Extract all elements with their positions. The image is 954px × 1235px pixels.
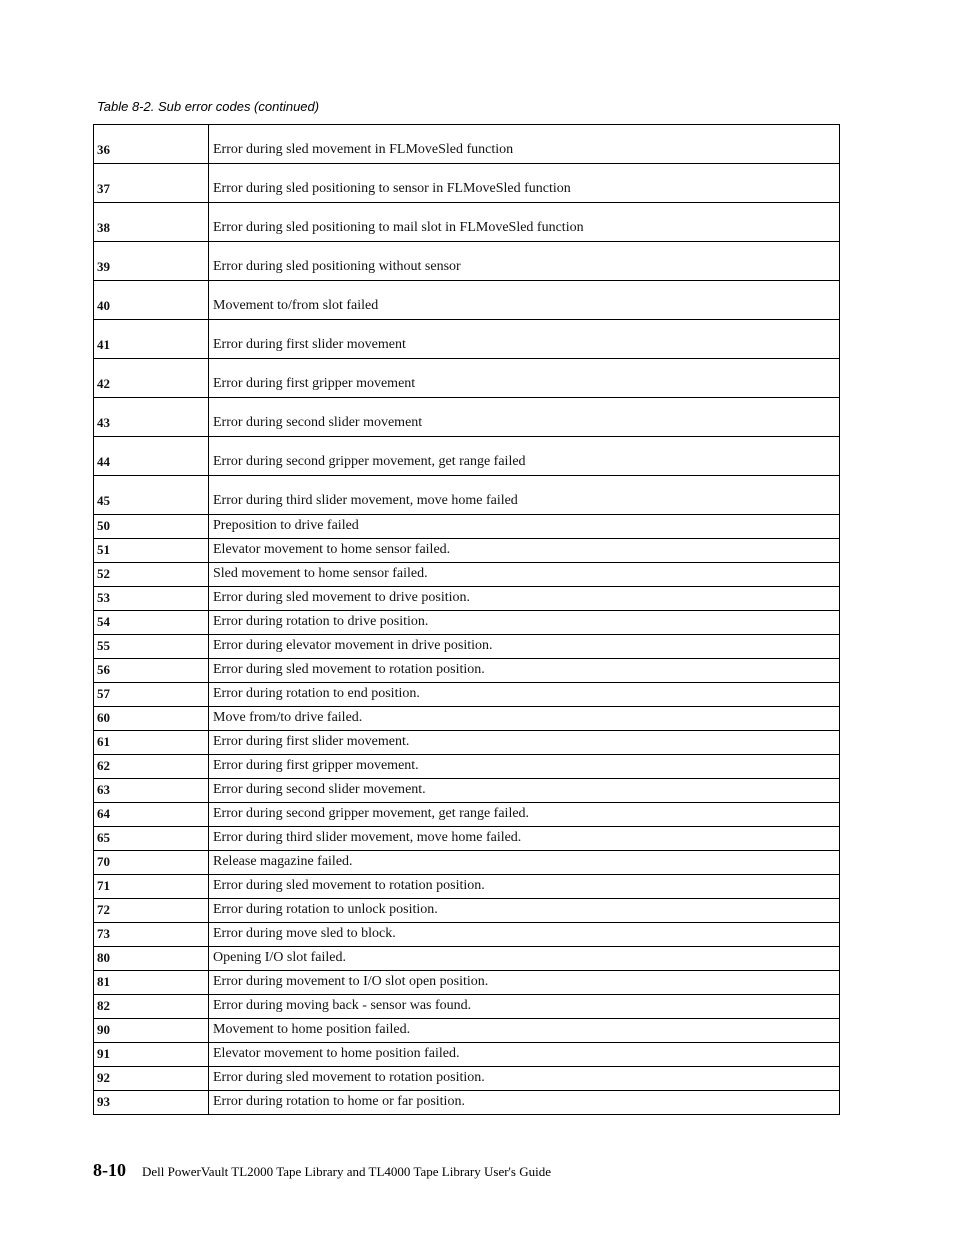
error-code-cell: 61 — [94, 731, 209, 755]
error-description-cell: Error during rotation to end position. — [209, 683, 840, 707]
error-description-cell: Movement to home position failed. — [209, 1019, 840, 1043]
error-description-cell: Error during elevator movement in drive position. — [209, 635, 840, 659]
error-description-cell: Error during sled positioning without sensor — [209, 242, 840, 281]
error-description-cell: Error during move sled to block. — [209, 923, 840, 947]
error-description-cell: Opening I/O slot failed. — [209, 947, 840, 971]
table-caption: Table 8-2. Sub error codes (continued) — [97, 99, 320, 114]
error-code-cell: 90 — [94, 1019, 209, 1043]
error-code-cell: 63 — [94, 779, 209, 803]
error-description-cell: Error during first slider movement — [209, 320, 840, 359]
error-code-cell: 65 — [94, 827, 209, 851]
table-row — [94, 164, 840, 203]
error-code-cell: 39 — [94, 242, 209, 281]
error-description-cell: Error during sled movement to drive position. — [209, 587, 840, 611]
error-code-cell: 80 — [94, 947, 209, 971]
table-row — [94, 611, 840, 635]
error-description-cell: Error during second gripper movement, get range failed — [209, 437, 840, 476]
error-code-cell: 37 — [94, 164, 209, 203]
error-description-cell: Error during third slider movement, move home failed — [209, 476, 840, 515]
error-code-cell: 91 — [94, 1043, 209, 1067]
error-description-cell: Release magazine failed. — [209, 851, 840, 875]
error-description-cell: Error during rotation to drive position. — [209, 611, 840, 635]
error-code-cell: 56 — [94, 659, 209, 683]
table-row — [94, 281, 840, 320]
table-row — [94, 563, 840, 587]
error-code-cell: 51 — [94, 539, 209, 563]
error-code-cell: 42 — [94, 359, 209, 398]
table-row — [94, 539, 840, 563]
error-code-cell: 36 — [94, 125, 209, 164]
error-description-cell: Error during sled positioning to sensor in FLMoveSled function — [209, 164, 840, 203]
error-code-cell: 44 — [94, 437, 209, 476]
error-code-cell: 92 — [94, 1067, 209, 1091]
table-row — [94, 476, 840, 515]
table-body — [94, 125, 840, 1115]
error-code-cell: 71 — [94, 875, 209, 899]
table-row — [94, 1043, 840, 1067]
error-description-cell: Error during sled movement in FLMoveSled function — [209, 125, 840, 164]
error-description-cell: Error during sled positioning to mail slot in FLMoveSled function — [209, 203, 840, 242]
table-row — [94, 755, 840, 779]
table-row — [94, 242, 840, 281]
table-row — [94, 1019, 840, 1043]
error-description-cell: Error during second slider movement. — [209, 779, 840, 803]
table-row — [94, 707, 840, 731]
table-row — [94, 635, 840, 659]
table-row — [94, 731, 840, 755]
error-description-cell: Error during second slider movement — [209, 398, 840, 437]
error-code-cell: 38 — [94, 203, 209, 242]
table-row — [94, 437, 840, 476]
error-code-cell: 54 — [94, 611, 209, 635]
table-row — [94, 923, 840, 947]
page-footer — [93, 1160, 551, 1181]
error-code-cell: 40 — [94, 281, 209, 320]
error-description-cell: Movement to/from slot failed — [209, 281, 840, 320]
error-code-cell: 82 — [94, 995, 209, 1019]
error-code-cell: 64 — [94, 803, 209, 827]
table-row — [94, 683, 840, 707]
error-code-cell: 53 — [94, 587, 209, 611]
error-description-cell: Error during first gripper movement — [209, 359, 840, 398]
error-code-cell: 57 — [94, 683, 209, 707]
error-code-cell: 72 — [94, 899, 209, 923]
error-description-cell: Error during sled movement to rotation position. — [209, 1067, 840, 1091]
error-code-cell: 45 — [94, 476, 209, 515]
error-description-cell: Error during sled movement to rotation position. — [209, 875, 840, 899]
table-row — [94, 203, 840, 242]
table-row — [94, 995, 840, 1019]
table-row — [94, 1091, 840, 1115]
error-code-cell: 55 — [94, 635, 209, 659]
table-row — [94, 947, 840, 971]
table-row — [94, 398, 840, 437]
error-description-cell: Elevator movement to home sensor failed. — [209, 539, 840, 563]
table-row — [94, 1067, 840, 1091]
error-description-cell: Error during third slider movement, move home failed. — [209, 827, 840, 851]
error-code-cell: 73 — [94, 923, 209, 947]
error-code-cell: 93 — [94, 1091, 209, 1115]
error-code-cell: 41 — [94, 320, 209, 359]
error-description-cell: Error during first gripper movement. — [209, 755, 840, 779]
error-description-cell: Error during second gripper movement, get range failed. — [209, 803, 840, 827]
table-row — [94, 659, 840, 683]
error-description-cell: Move from/to drive failed. — [209, 707, 840, 731]
table-row — [94, 851, 840, 875]
table-row — [94, 587, 840, 611]
page-number: 8-10 — [93, 1160, 126, 1180]
table-row — [94, 125, 840, 164]
error-code-cell: 62 — [94, 755, 209, 779]
error-code-cell: 50 — [94, 515, 209, 539]
error-description-cell: Elevator movement to home position failed. — [209, 1043, 840, 1067]
table-row — [94, 779, 840, 803]
table-row — [94, 803, 840, 827]
table-row — [94, 899, 840, 923]
table-row — [94, 359, 840, 398]
table-row — [94, 971, 840, 995]
error-description-cell: Error during rotation to home or far position. — [209, 1091, 840, 1115]
error-description-cell: Sled movement to home sensor failed. — [209, 563, 840, 587]
table-row — [94, 827, 840, 851]
guide-title: Dell PowerVault TL2000 Tape Library and TL4000 Tape Library User's Guide — [142, 1164, 551, 1179]
error-code-cell: 52 — [94, 563, 209, 587]
table-row — [94, 320, 840, 359]
error-description-cell: Error during moving back - sensor was found. — [209, 995, 840, 1019]
error-code-cell: 70 — [94, 851, 209, 875]
table-row — [94, 875, 840, 899]
error-description-cell: Error during rotation to unlock position. — [209, 899, 840, 923]
error-code-cell: 60 — [94, 707, 209, 731]
error-description-cell: Error during first slider movement. — [209, 731, 840, 755]
sub-error-codes-table — [93, 124, 840, 1115]
table-row — [94, 515, 840, 539]
error-description-cell: Preposition to drive failed — [209, 515, 840, 539]
error-description-cell: Error during movement to I/O slot open position. — [209, 971, 840, 995]
error-description-cell: Error during sled movement to rotation position. — [209, 659, 840, 683]
error-code-cell: 43 — [94, 398, 209, 437]
error-code-cell: 81 — [94, 971, 209, 995]
